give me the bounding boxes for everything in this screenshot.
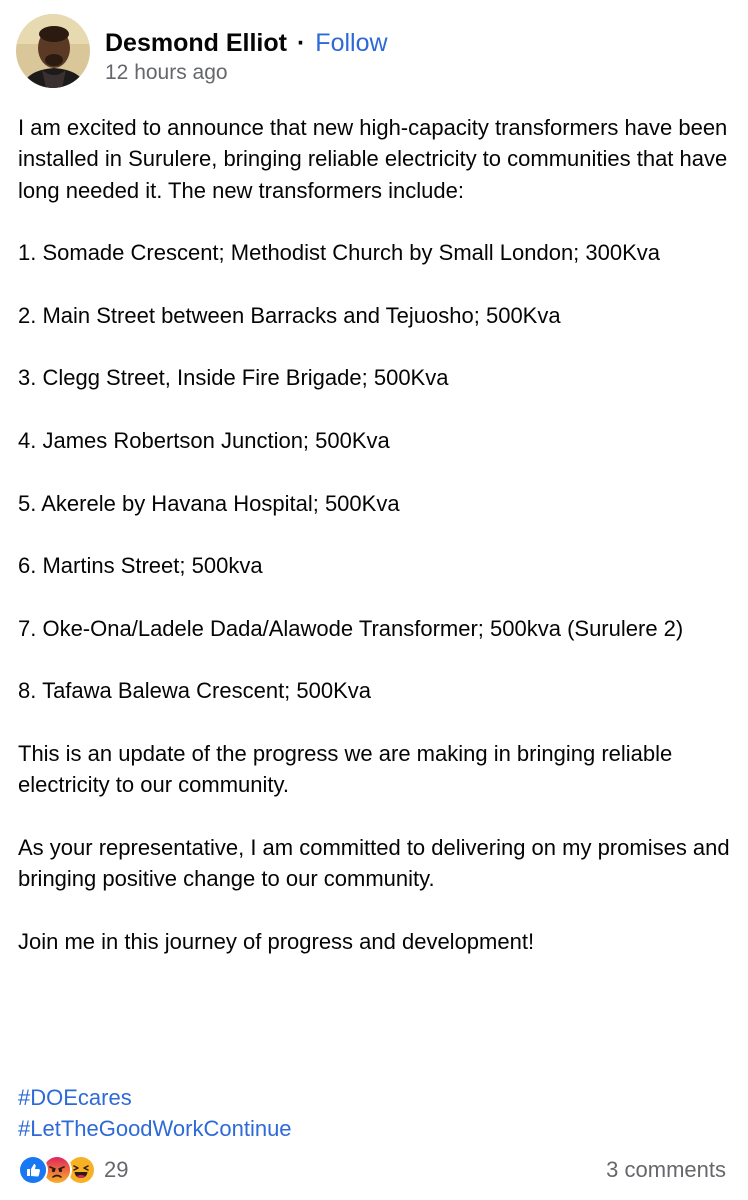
post-timestamp[interactable]: 12 hours ago (105, 61, 228, 84)
avatar-photo (16, 14, 90, 88)
name-line (105, 28, 388, 58)
comments-count-link[interactable]: 3 comments (606, 1157, 726, 1182)
list-item: 4. James Robertson Junction; 500Kva (18, 427, 390, 453)
list-item: 3. Clegg Street, Inside Fire Brigade; 500Kva (18, 365, 449, 391)
list-item: 7. Oke-Ona/Ladele Dada/Alawode Transformer; 500kva (Surulere 2) (18, 615, 684, 641)
closing-paragraph: This is an update of the progress we are making in bringing reliable electricity to our community. (18, 740, 673, 798)
like-icon (18, 1155, 48, 1185)
reaction-summary[interactable] (18, 1155, 128, 1185)
post-intro: I am excited to announce that new high-capacity transformers have been installed in Surulere, bringing reliable electricity to communities that have long needed it. The new transformers include: (18, 115, 728, 203)
author-avatar[interactable] (16, 14, 90, 88)
list-item: 2. Main Street between Barracks and Tejuosho; 500Kva (18, 302, 561, 328)
separator-dot: · (296, 29, 306, 57)
post-header (16, 14, 732, 90)
closing-paragraph: Join me in this journey of progress and development! (18, 928, 535, 954)
hashtag-list (18, 1082, 292, 1145)
post-body (18, 112, 730, 988)
follow-button[interactable]: Follow (315, 29, 388, 57)
post-footer (18, 1152, 726, 1188)
list-item: 8. Tafawa Balewa Crescent; 500Kva (18, 678, 372, 704)
hashtag-link[interactable]: #DOEcares (18, 1085, 132, 1110)
list-item: 6. Martins Street; 500kva (18, 553, 263, 579)
closing-paragraph: As your representative, I am committed to delivering on my promises and bringing positive change to our community. (18, 834, 730, 892)
list-item: 1. Somade Crescent; Methodist Church by Small London; 300Kva (18, 240, 661, 266)
list-item: 5. Akerele by Havana Hospital; 500Kva (18, 490, 400, 516)
post-meta (105, 28, 388, 86)
hashtag-link[interactable]: #LetTheGoodWorkContinue (18, 1116, 292, 1142)
reaction-count: 29 (104, 1157, 129, 1182)
author-name[interactable]: Desmond Elliot (105, 29, 287, 57)
